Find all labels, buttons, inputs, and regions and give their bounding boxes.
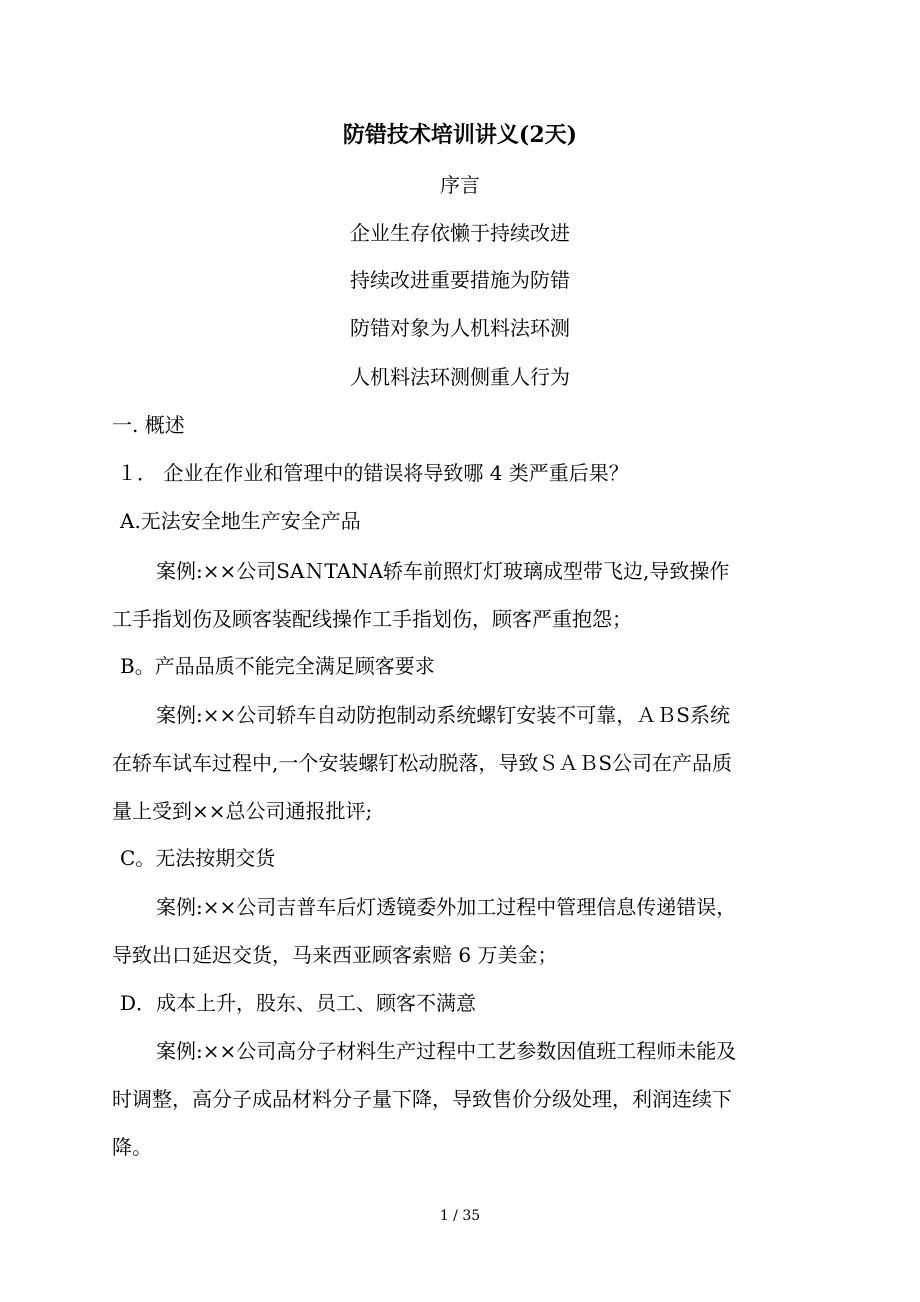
preface-line: 持续改进重要措施为防错 bbox=[350, 268, 570, 292]
case-line: 时调整，高分子成品材料分子量下降，导致售价分级处理，利润连续下 bbox=[112, 1087, 732, 1111]
item-label-d: D．成本上升，股东、员工、顾客不满意 bbox=[120, 991, 477, 1015]
case-line: 降。 bbox=[112, 1135, 152, 1159]
case-line: 案例:××公司高分子材料生产过程中工艺参数因值班工程师未能及 bbox=[156, 1039, 737, 1063]
case-line: 在轿车试车过程中,一个安装螺钉松动脱落，导致ＳＡＢS公司在产品质 bbox=[112, 751, 733, 775]
case-line: 案例:××公司轿车自动防抱制动系统螺钉安装不可靠，ＡＢS系统 bbox=[156, 703, 730, 727]
section-question: １． 企业在作业和管理中的错误将导致哪 4 类严重后果？ bbox=[117, 461, 629, 485]
case-line: 案例:××公司吉普车后灯透镜委外加工过程中管理信息传递错误， bbox=[156, 895, 737, 919]
case-line: 案例:××公司SAＮTANA轿车前照灯灯玻璃成型带飞边,导致操作 bbox=[156, 559, 730, 583]
item-label-b: B。产品品质不能完全满足顾客要求 bbox=[120, 654, 435, 678]
section-heading: 一. 概述 bbox=[112, 413, 185, 437]
case-line: 导致出口延迟交货，马来西亚顾客索赔 6 万美金； bbox=[112, 943, 558, 967]
preface-line: 企业生存依懒于持续改进 bbox=[350, 221, 570, 245]
preface-line: 防错对象为人机料法环测 bbox=[350, 316, 570, 340]
preface-line: 人机料法环测侧重人行为 bbox=[350, 365, 570, 389]
document-title: 防错技术培训讲义(2天) bbox=[342, 122, 578, 148]
item-label-c: C。无法按期交货 bbox=[120, 846, 276, 870]
case-line: 工手指划伤及顾客装配线操作工手指划伤，顾客严重抱怨； bbox=[112, 607, 632, 631]
case-line: 量上受到××总公司通报批评; bbox=[112, 799, 373, 823]
preface-heading: 序言 bbox=[440, 173, 480, 197]
page-number: 1 / 35 bbox=[439, 1208, 481, 1224]
item-label-a: A.无法安全地生产安全产品 bbox=[120, 509, 361, 533]
